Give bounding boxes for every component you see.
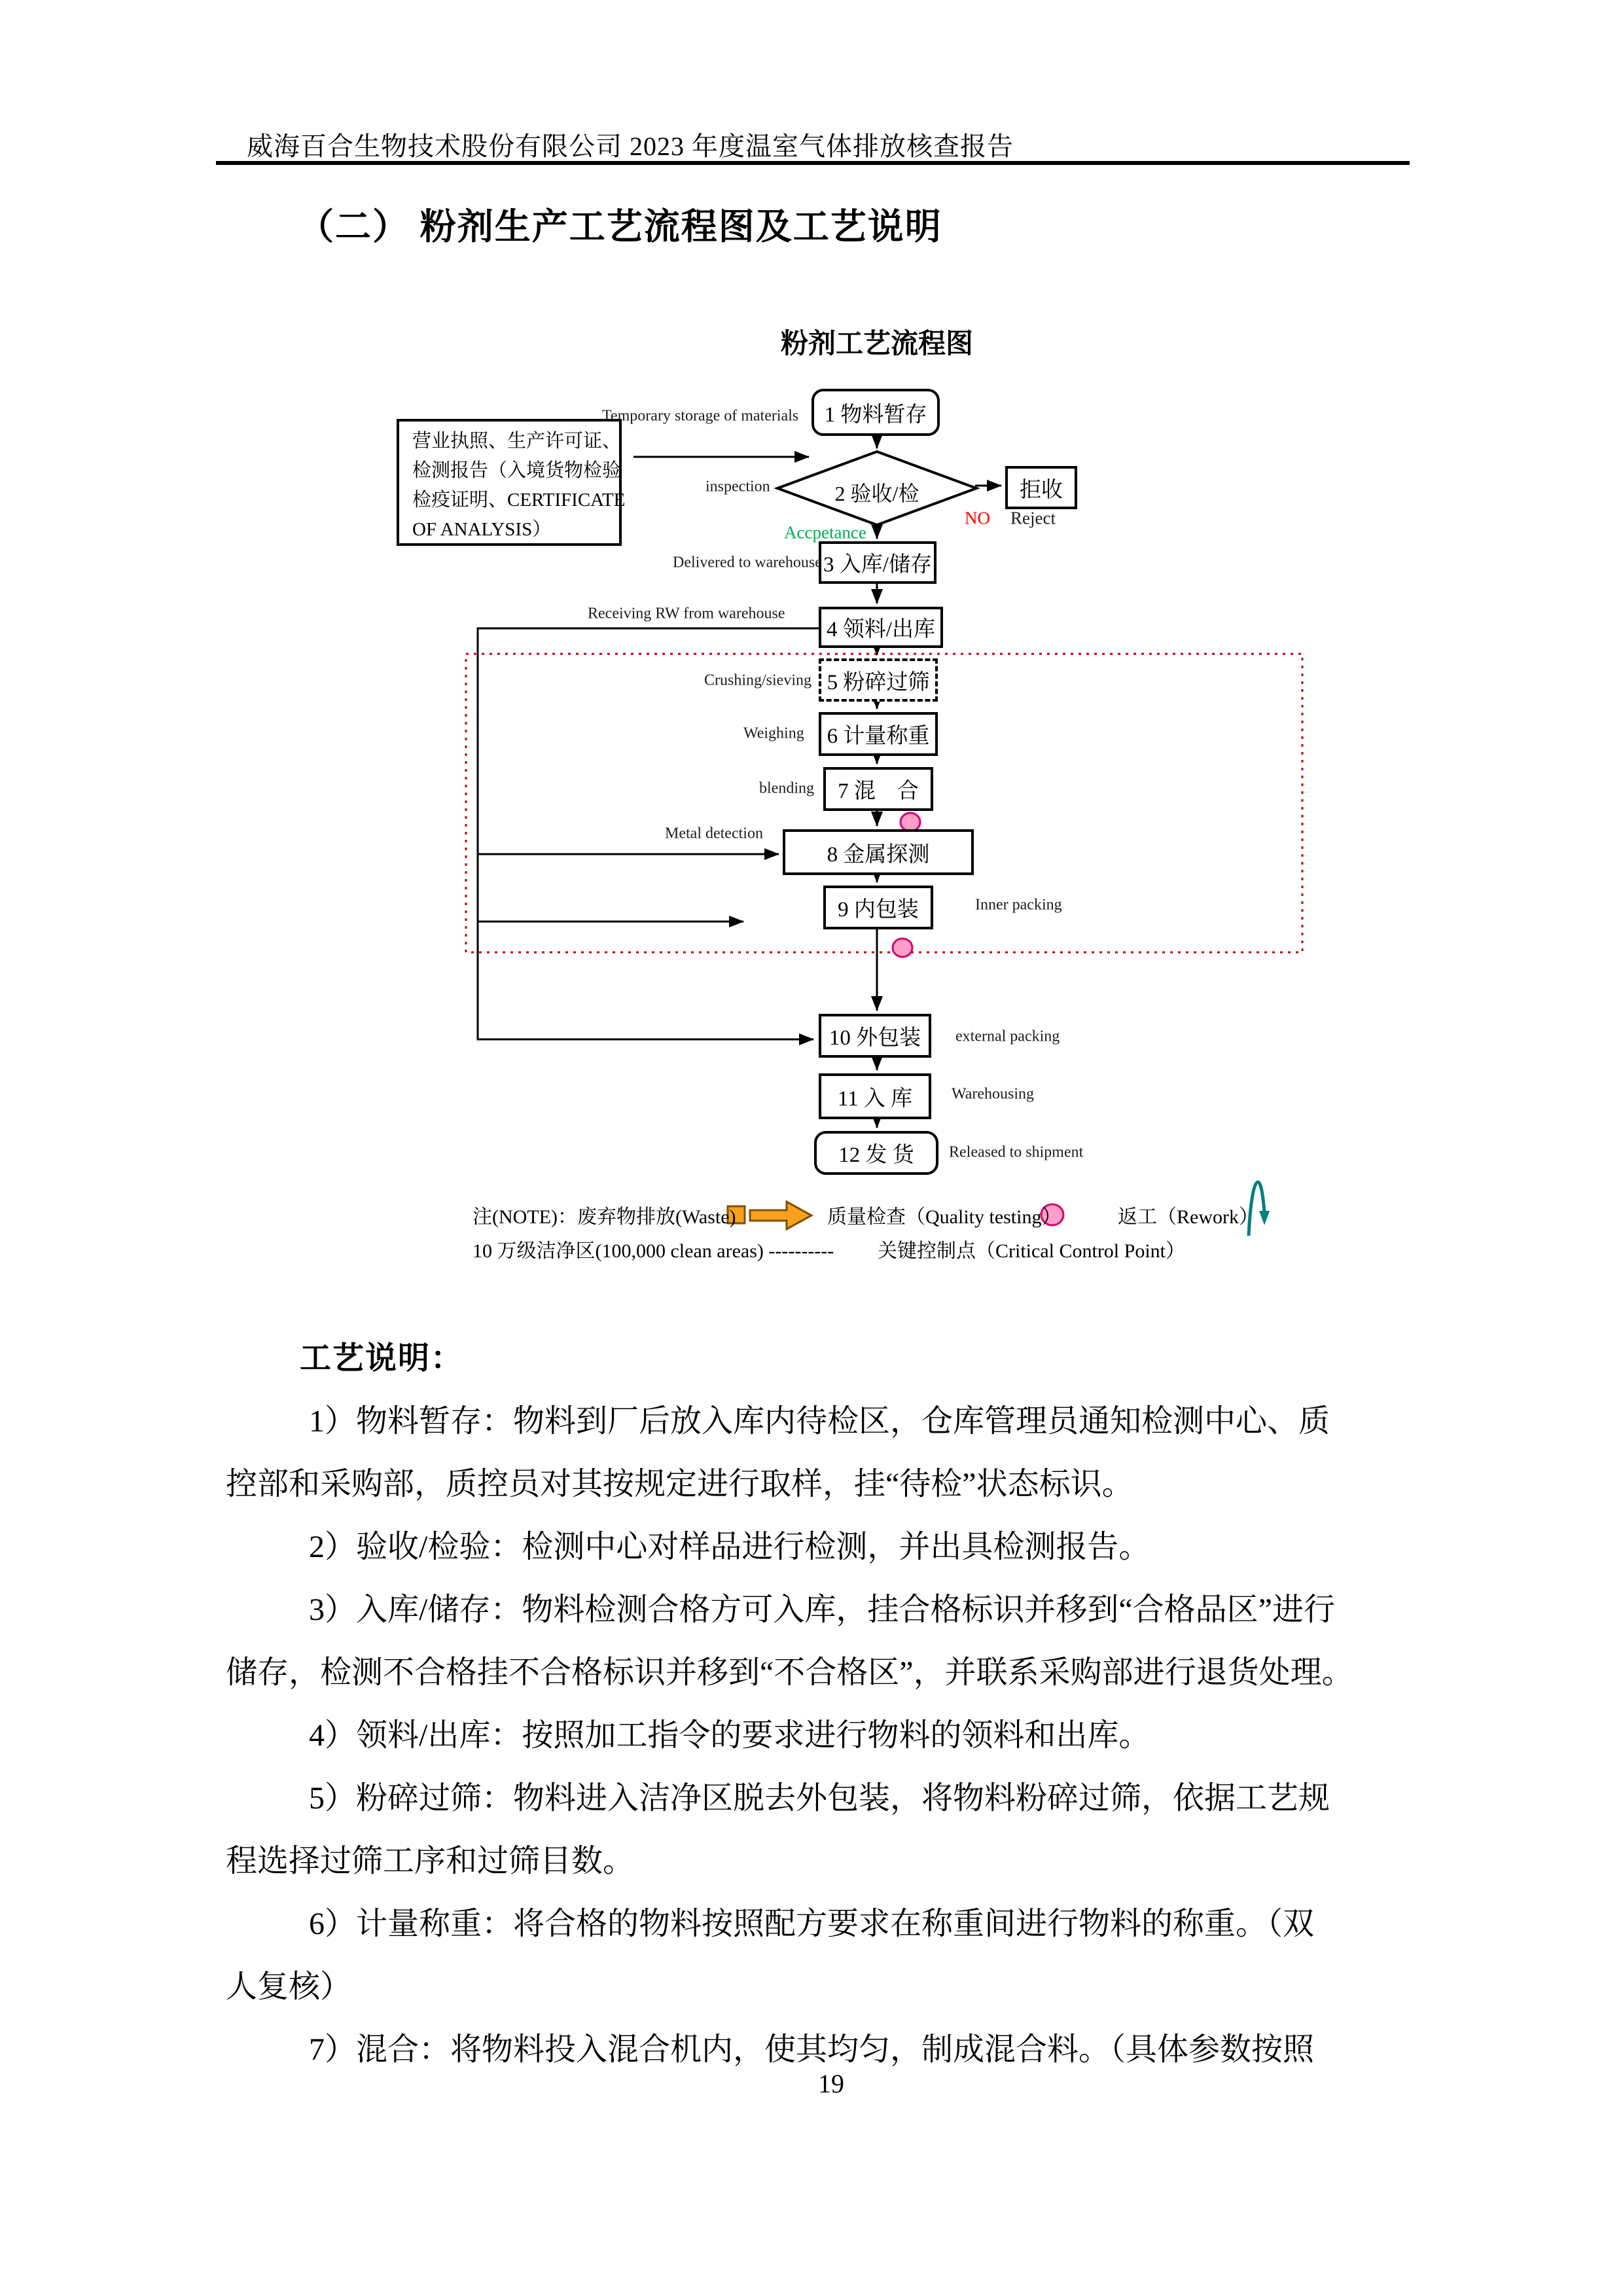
page-number: 19: [818, 2069, 844, 2098]
notes-line: 6）计量称重：将合格的物料按照配方要求在称重间进行物料的称重。（双: [309, 1907, 1315, 1941]
certificates-line: OF ANALYSIS）: [412, 519, 552, 540]
label-external-packing: external packing: [955, 1028, 1060, 1045]
quality-check-marker-blending: [901, 813, 920, 831]
quality-check-marker-packing: [893, 939, 912, 957]
legend-note-waste: 注(NOTE)：废弃物排放(Waste): [473, 1206, 736, 1228]
certificates-box: [397, 419, 626, 546]
label-warehousing: Warehousing: [952, 1085, 1035, 1103]
process-notes-heading: 工艺说明：: [300, 1341, 464, 1376]
certificates-line: 营业执照、生产许可证、: [412, 431, 622, 452]
label-receiving: Receiving RW from warehouse: [588, 605, 785, 622]
node-shipment: 12 发 货: [814, 1131, 938, 1175]
label-weighing: Weighing: [743, 725, 804, 742]
header-rule: [216, 161, 1410, 165]
notes-line: 4）领料/出库：按照加工指令的要求进行物料的领料和出库。: [309, 1718, 1150, 1753]
legend-critical-control-point: 关键控制点（Critical Control Point）: [878, 1240, 1185, 1262]
node-temporary-storage: 1 物料暂存: [812, 389, 940, 436]
label-released: Released to shipment: [949, 1143, 1084, 1161]
node-inspection-decision: 2 验收/检: [834, 482, 919, 505]
notes-line: 7）混合：将物料投入混合机内，使其均匀，制成混合料。（具体参数按照: [309, 2032, 1315, 2067]
notes-line: 程选择过筛工序和过筛目数。: [226, 1844, 635, 1878]
node-blending: 7 混 合: [823, 767, 933, 811]
node-inner-packing: 9 内包装: [823, 886, 933, 929]
label-acceptance: Accpetance: [784, 522, 866, 543]
notes-line: 1）物料暂存：物料到厂后放入库内待检区，仓库管理员通知检测中心、质: [309, 1404, 1330, 1439]
label-delivered: Delivered to warehouse: [673, 554, 822, 571]
process-notes: [226, 1327, 1412, 2081]
label-inner-packing: Inner packing: [975, 896, 1062, 914]
flowchart-title: 粉剂工艺流程图: [780, 329, 973, 359]
certificates-line: 检疫证明、CERTIFICATE: [412, 490, 626, 511]
label-blending: blending: [759, 780, 814, 797]
label-reject: Reject: [1010, 508, 1056, 528]
notes-line: 储存，检测不合格挂不合格标识并移到“不合格区”，并联系采购部进行退货处理。: [226, 1655, 1353, 1690]
label-temporary-storage: Temporary storage of materials: [602, 407, 799, 425]
notes-line: 3）入库/储存：物料检测合格方可入库，挂合格标识并移到“合格品区”进行: [309, 1592, 1335, 1627]
node-warehousing: 11 入 库: [819, 1073, 931, 1119]
notes-line: 5）粉碎过筛：物料进入洁净区脱去外包装，将物料粉碎过筛，依据工艺规: [309, 1781, 1330, 1816]
label-inspection: inspection: [705, 478, 770, 495]
node-metal-detection: 8 金属探测: [783, 829, 974, 875]
notes-line: 人复核）: [226, 1969, 352, 2004]
label-crushing: Crushing/sieving: [704, 672, 812, 689]
waste-arrow-icon: [728, 1202, 812, 1229]
document-header: 威海百合生物技术股份有限公司 2023 年度温室气体排放核查报告: [247, 132, 1014, 161]
label-metal-detection: Metal detection: [665, 825, 763, 842]
node-warehouse-storage: 3 入库/储存: [819, 541, 936, 584]
legend-clean-area: 10 万级洁净区(100,000 clean areas) ----------: [473, 1240, 834, 1262]
notes-line: 2）验收/检验：检测中心对样品进行检测，并出具检测报告。: [309, 1530, 1150, 1564]
node-weighing: 6 计量称重: [819, 712, 938, 756]
node-material-requisition: 4 领料/出库: [819, 607, 943, 648]
certificates-line: 检测报告（入境货物检验: [412, 460, 622, 481]
label-no: NO: [965, 508, 990, 528]
notes-line: 控部和采购部，质控员对其按规定进行取样，挂“待检”状态标识。: [226, 1467, 1133, 1501]
node-external-packing: 10 外包装: [819, 1014, 931, 1058]
node-reject: 拒收: [1005, 466, 1077, 509]
legend-quality: 质量检查（Quality testing）: [827, 1206, 1061, 1228]
legend-rework: 返工（Rework）: [1118, 1206, 1258, 1228]
node-crushing-sieving: 5 粉碎过筛: [819, 658, 938, 702]
section-heading: （二） 粉剂生产工艺流程图及工艺说明: [298, 207, 942, 247]
